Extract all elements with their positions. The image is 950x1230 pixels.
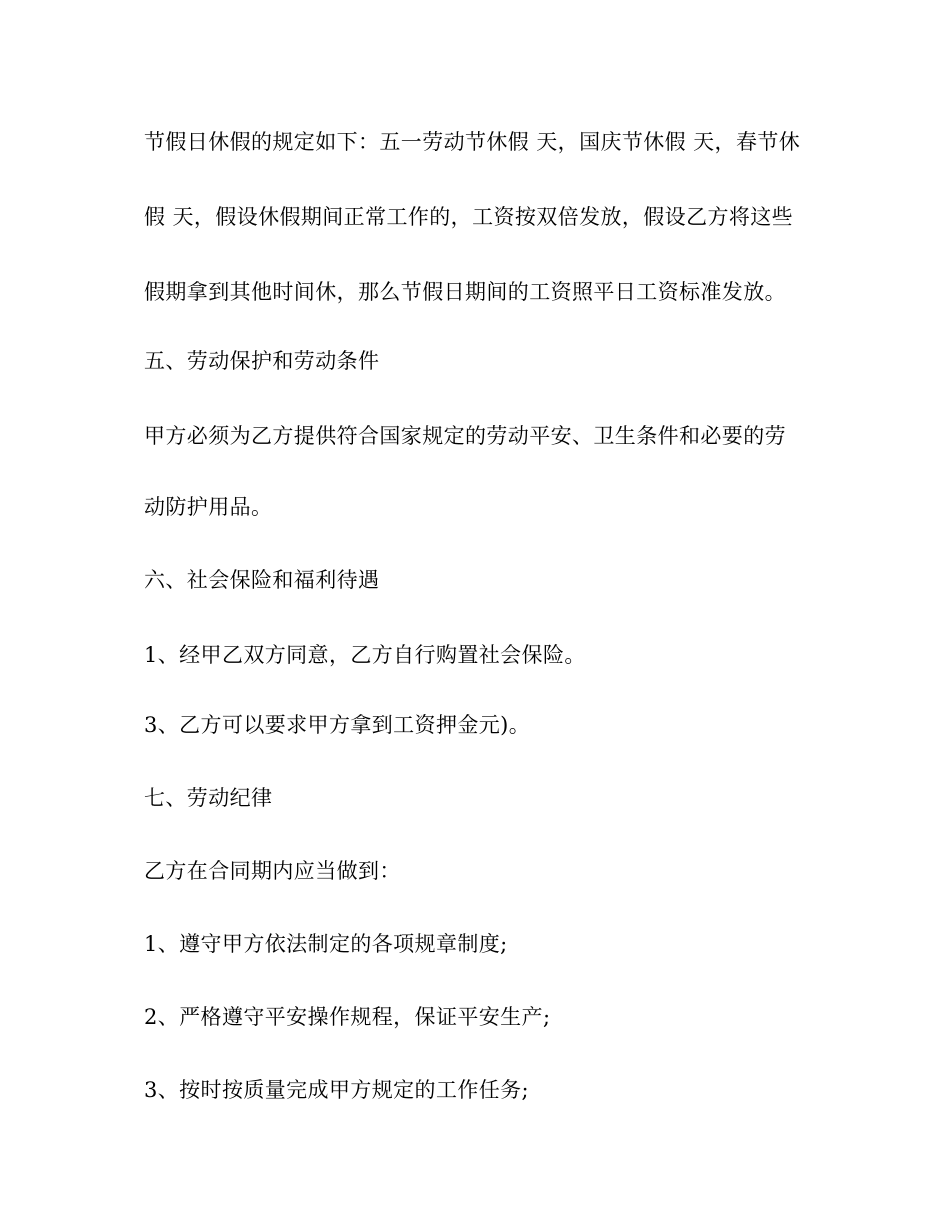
list-item: 3、乙方可以要求甲方拿到工资押金元)。: [144, 713, 531, 737]
paragraph-line: 节假日休假的规定如下：五一劳动节休假 天，国庆节休假 天，春节休: [144, 130, 801, 154]
paragraph-line: 乙方在合同期内应当做到：: [144, 859, 401, 883]
section-heading: 五、劳动保护和劳动条件: [144, 349, 380, 373]
paragraph-line: 甲方必须为乙方提供符合国家规定的劳动平安、卫生条件和必要的劳: [144, 424, 786, 448]
list-item: 1、遵守甲方依法制定的各项规章制度;: [144, 932, 508, 956]
paragraph-line: 假期拿到其他时间休，那么节假日期间的工资照平日工资标准发放。: [144, 280, 786, 304]
list-item: 1、经甲乙双方同意，乙方自行购置社会保险。: [144, 643, 586, 667]
paragraph-line: 动防护用品。: [144, 495, 273, 519]
paragraph-line: 假 天，假设休假期间正常工作的，工资按双倍发放，假设乙方将这些: [144, 205, 794, 229]
list-item: 3、按时按质量完成甲方规定的工作任务;: [144, 1078, 530, 1102]
list-item: 2、严格遵守平安操作规程，保证平安生产;: [144, 1005, 551, 1029]
section-heading: 七、劳动纪律: [144, 786, 273, 810]
section-heading: 六、社会保险和福利待遇: [144, 568, 380, 592]
